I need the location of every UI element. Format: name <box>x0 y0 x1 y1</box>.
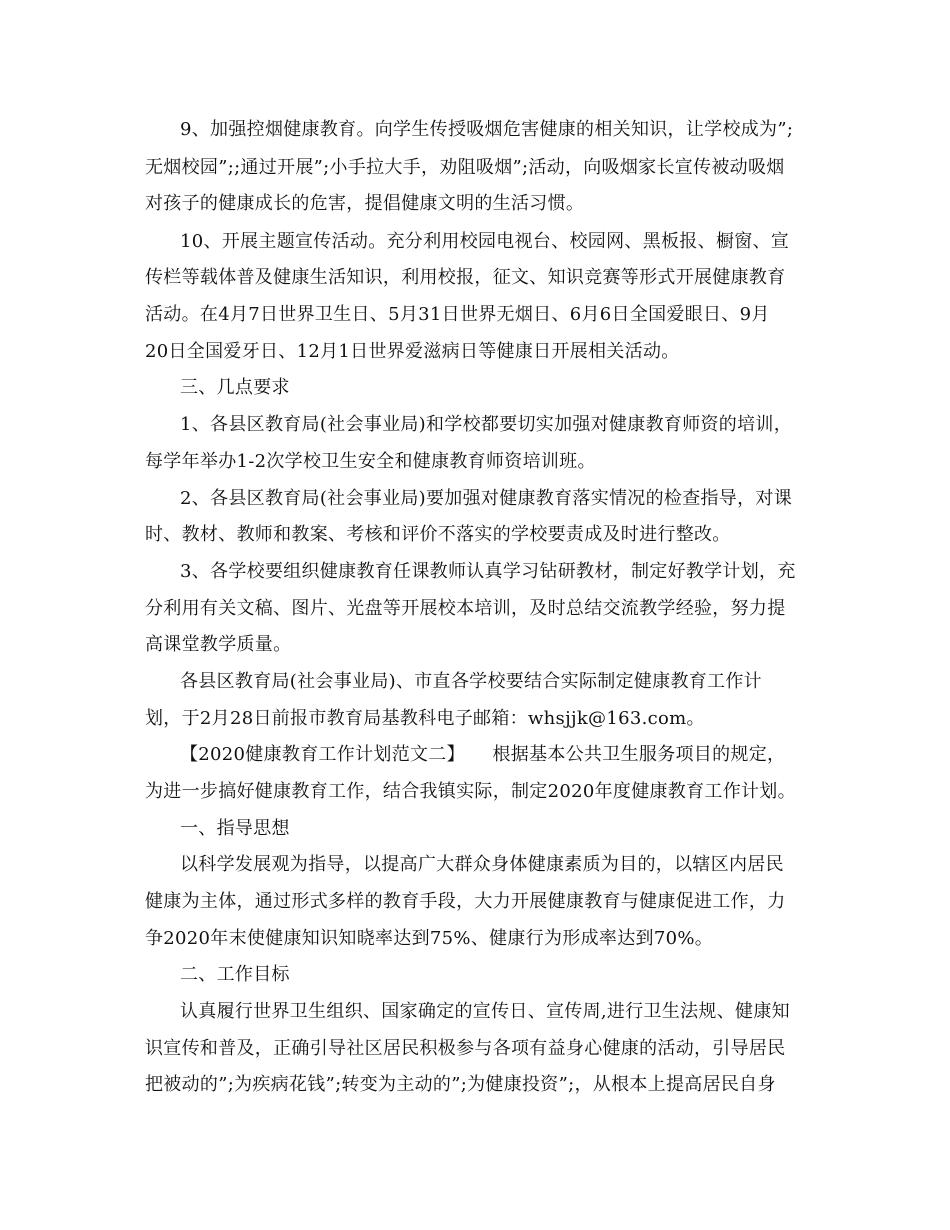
text-line: 健康为主体，通过形式多样的教育手段，大力开展健康教育与健康促进工作，力 <box>145 891 786 912</box>
text-line: 无烟校园”;;通过开展”;小手拉大手，劝阻吸烟”;活动，向吸烟家长宣传被动吸烟 <box>145 157 785 178</box>
text-line: 1、各县区教育局(社会事业局)和学校都要切实加强对健康教育师资的培训， <box>180 414 792 435</box>
text-line: 把被动的”;为疾病花钱”;转变为主动的”;为健康投资”;，从根本上提高居民自身 <box>145 1074 776 1095</box>
text-line: 20日全国爱牙日、12月1日世界爱滋病日等健康日开展相关活动。 <box>145 341 680 362</box>
text-line: 分利用有关文稿、图片、光盘等开展校本培训，及时总结交流教学经验，努力提 <box>145 598 786 619</box>
section-heading: 一、指导思想 <box>180 818 290 839</box>
section-heading: 二、工作目标 <box>180 964 290 985</box>
text-line: 时、教材、教师和教案、考核和评价不落实的学校要责成及时进行整改。 <box>145 524 731 545</box>
text-line: 活动。在4月7日世界卫生日、5月31日世界无烟日、6月6日全国爱眼日、9月 <box>145 304 770 325</box>
text-line: 为进一步搞好健康教育工作，结合我镇实际，制定2020年度健康教育工作计划。 <box>145 781 796 802</box>
text-line: 2、各县区教育局(社会事业局)要加强对健康教育落实情况的检查指导，对课 <box>180 488 792 509</box>
text-line: 划，于2月28日前报市教育局基教科电子邮箱：whsjjk@163.com。 <box>145 708 705 729</box>
text-line: 3、各学校要组织健康教育任课教师认真学习钻研教材，制定好教学计划，充 <box>180 561 796 582</box>
section-heading: 三、几点要求 <box>180 377 290 398</box>
text-line: 传栏等载体普及健康生活知识，利用校报，征文、知识竞赛等形式开展健康教育 <box>145 267 786 288</box>
text-line: 认真履行世界卫生组织、国家确定的宣传日、宣传周,进行卫生法规、健康知 <box>180 1001 790 1022</box>
text-line: 【2020健康教育工作计划范文二】 根据基本公共卫生服务项目的规定， <box>180 744 786 765</box>
text-line: 识宣传和普及，正确引导社区居民积极参与各项有益身心健康的活动，引导居民 <box>145 1038 786 1059</box>
text-line: 每学年举办1-2次学校卫生安全和健康教育师资培训班。 <box>145 451 596 472</box>
text-line: 争2020年末使健康知识知晓率达到75%、健康行为形成率达到70%。 <box>145 928 714 949</box>
text-line: 10、开展主题宣传活动。充分利用校园电视台、校园网、黑板报、橱窗、宣 <box>180 231 790 252</box>
text-line: 对孩子的健康成长的危害，提倡健康文明的生活习惯。 <box>145 193 585 214</box>
text-line: 以科学发展观为指导，以提高广大群众身体健康素质为目的，以辖区内居民 <box>180 854 784 875</box>
text-line: 各县区教育局(社会事业局)、市直各学校要结合实际制定健康教育工作计 <box>180 671 762 692</box>
text-line: 高课堂教学质量。 <box>145 634 292 655</box>
text-line: 9、加强控烟健康教育。向学生传授吸烟危害健康的相关知识，让学校成为”; <box>180 119 794 140</box>
